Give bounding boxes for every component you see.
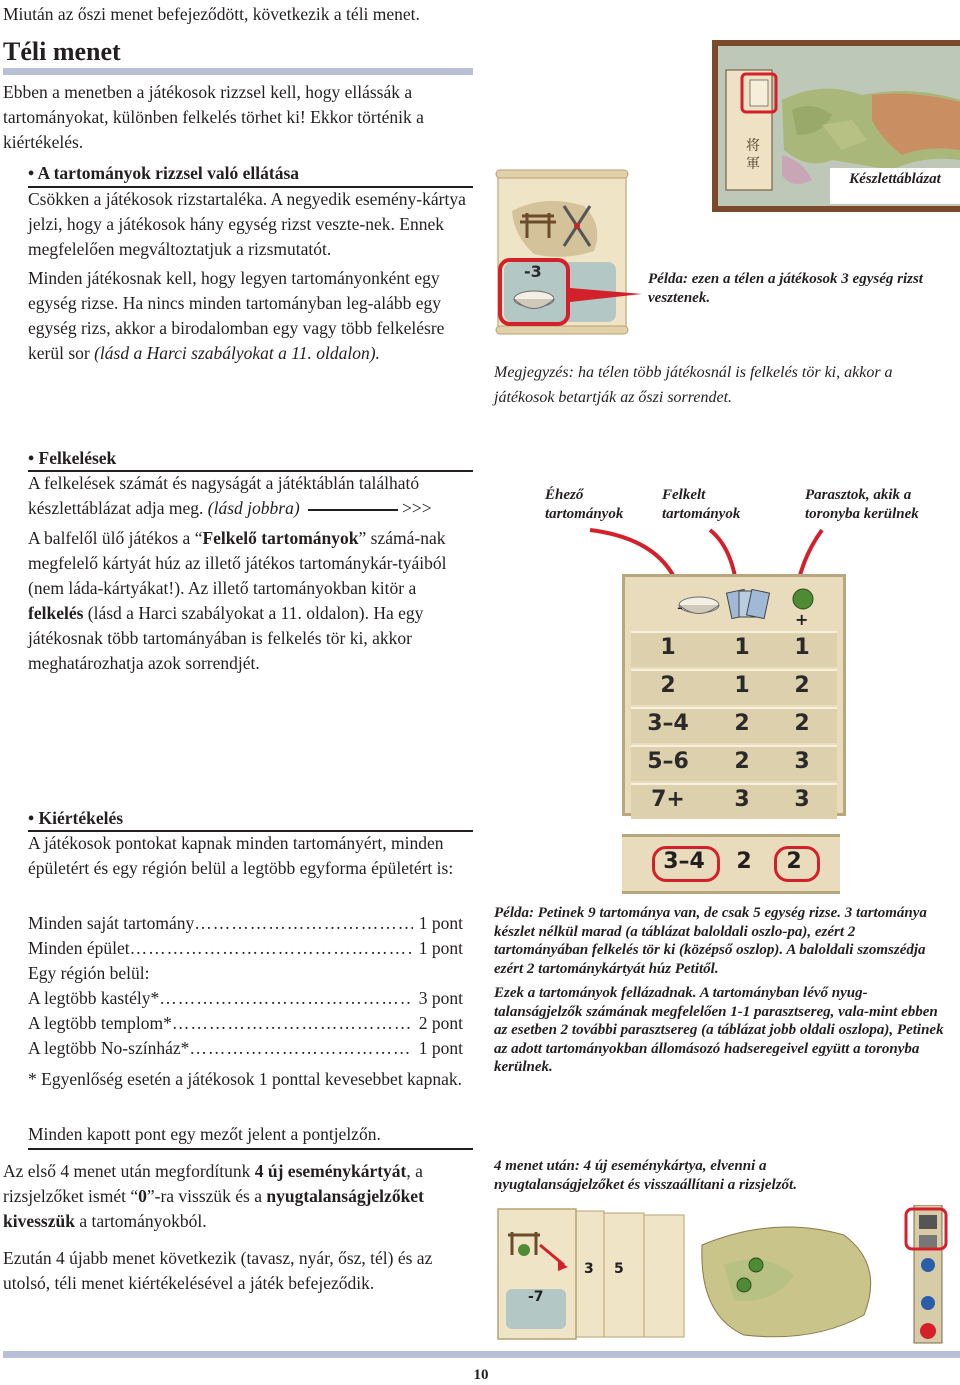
score-row-building (28, 936, 463, 961)
revolt-p2-text-a: A balfelől ülő játékos a “ (28, 528, 203, 548)
scoring-paragraph: A játékosok pontokat kapnak minden tartományért, minden épületért és egy régión belül a legtöbb egyforma épületért is: (28, 833, 454, 878)
scoring-heading-text: Kiértékelés (38, 808, 124, 828)
score-label: A legtöbb templom* (28, 1013, 172, 1033)
score-points: 1 pont (418, 913, 463, 933)
table-cell: 3 (734, 787, 750, 812)
col-revolt-label: Felkelt tartományok (662, 487, 741, 522)
table-row (631, 669, 837, 705)
after-4-rounds-caption: 4 menet után: 4 új eseménykártya, elvenni a nyugtalanságjelzőket és visszaállítani a rizsjelzőt. (494, 1158, 797, 1193)
highlight-cell-2: 2 (736, 849, 752, 874)
table-cell: 2 (794, 711, 810, 736)
table-cell: 1 (734, 635, 750, 660)
leader-dots (189, 1036, 412, 1061)
svg-text:将: 将 (746, 138, 760, 154)
table-cell: 2 (734, 711, 750, 736)
arrow-line (308, 509, 398, 511)
after-bold-a: 4 új eseménykártyát (254, 1161, 407, 1181)
rice-heading: • A tartományok rizzsel való ellátása (28, 163, 300, 183)
table-cell: 3 (794, 787, 810, 812)
after-text-d: a tartományokból. (74, 1211, 207, 1231)
after-bold-c: nyugtalanságjelzőket kivesszük (3, 1186, 424, 1231)
arrow-glyph: >>> (402, 498, 432, 518)
revolt-p2-bold-a: Felkelő tartományok (202, 528, 359, 548)
table-cell: 7+ (651, 787, 685, 812)
final-paragraph: Ezután 4 újabb menet következik (tavasz, nyár, ősz, tél) és az utolsó, téli menet kiértékelésével a játék befejeződik. (3, 1248, 433, 1293)
table-cell: 5–6 (647, 749, 689, 774)
score-row-theater (28, 1036, 463, 1061)
after-text-a: Az első 4 menet után megfordítunk (3, 1161, 255, 1181)
col-hungry-label: Éhező tartományok (545, 487, 624, 522)
table-row (631, 707, 837, 743)
rice-p2-text: Minden játékosnak kell, hogy legyen tartományonként egy egység rizse. Ha nincs minden tartományban leg-alább egy egység rizs, akkor a birodalomban egy vagy több felkelésre kerül sor (28, 268, 445, 363)
table-cell: 2 (660, 673, 676, 698)
table-cell: 2 (794, 673, 810, 698)
table-cell: 1 (794, 635, 810, 660)
revolt-p1-text: A felkelések számát és nagyságát a játéktáblán található készlettáblázat adja meg. (28, 473, 420, 518)
col-peasants-label: Parasztok, akik a toronyba kerülnek (805, 487, 919, 522)
bottom-illustration-svg (494, 1205, 960, 1347)
scoring-note: Minden kapott pont egy mezőt jelent a pontjelzőn. (28, 1124, 381, 1144)
score-points: 1 pont (418, 1038, 463, 1058)
after-rounds-paragraph (3, 1159, 475, 1234)
title-underline (3, 68, 473, 75)
supply-table (622, 574, 846, 816)
score-points: 2 pont (418, 1013, 463, 1033)
score-label: Minden épület (28, 938, 130, 958)
table-cell: 3 (794, 749, 810, 774)
after-bold-b: 0 (138, 1186, 147, 1206)
score-label: Minden saját tartomány (28, 913, 195, 933)
table-cell: 1 (734, 673, 750, 698)
table-icons (625, 577, 843, 627)
example-3: Ezek a tartományok fellázadnak. A tartományban lévő nyug-talanságjelzők számának megfelelően 1-1 parasztsereg, vala-mint ebben az esetben 2 további parasztsereg (a táblázat jobb oldali oszlopa), Petinek az adott tartományokban állomásozó hadseregeivel együtt a toronyba kerülnek. (494, 985, 944, 1075)
section-intro: Ebben a menetben a játékosok rizzsel kell, hogy ellássák a tartományokat, különben felkelés törhet ki! Ekkor történik a kiértékelés. (3, 82, 424, 152)
scoring-end-rule (28, 1148, 473, 1150)
rice-p2-reference: (lásd a Harci szabályokat a 11. oldalon). (94, 343, 380, 363)
table-cell: 1 (660, 635, 676, 660)
leader-dots (159, 986, 413, 1011)
revolt-heading-text: Felkelések (38, 448, 117, 468)
leader-dots (130, 936, 413, 961)
section-title: Téli menet (3, 37, 121, 66)
example-2: Példa: Petinek 9 tartománya van, de csak 5 egység rizse. 3 tartománya készlet nélkül marad (a táblázat baloldali oszlo-pa), ezért 2 tartományában felkelés tör ki (középső oszlop). A baloldali szomszédja ezért 2 tartománykártyát húz Petitől. (494, 905, 927, 977)
event-card-svg (494, 166, 644, 336)
table-row (631, 745, 837, 781)
svg-text:軍: 軍 (746, 156, 760, 172)
page-number: 10 (473, 1367, 489, 1383)
revolt-p2-text-c: (lásd a Harci szabályokat a 11. oldalon). Ha egy játékosnak több tartományában is felkelés tör ki, akkor meghatározhatja azok sorrendjét. (28, 603, 424, 673)
score-label: A legtöbb No-színház* (28, 1038, 190, 1058)
card-rice-value: -3 (524, 262, 542, 281)
revolt-paragraph-2 (28, 526, 473, 676)
scoring-footnote: * Egyenlőség esetén a játékosok 1 ponttal kevesebbet kapnak. (28, 1069, 462, 1089)
example-1: Példa: ezen a télen a játékosok 3 egység rizst vesztenek. (648, 271, 923, 306)
leader-dots (194, 911, 413, 936)
leader-dots (172, 1011, 413, 1036)
score-row-castle (28, 986, 463, 1011)
revolt-heading: • Felkelések (28, 448, 117, 468)
table-row (631, 631, 837, 667)
table-cell: 2 (734, 749, 750, 774)
score-points: 3 pont (418, 988, 463, 1008)
rice-heading-text: A tartományok rizzsel való ellátása (37, 163, 300, 183)
scoring-heading: • Kiértékelés (28, 808, 124, 828)
rice-paragraph-1: Csökken a játékosok rizstartaléka. A negyedik esemény-kártya jelzi, hogy a játékosok hány egység rizst veszte-nek. Ennek megfelelően megváltoztatjuk a rizsmutatót. (28, 189, 466, 259)
score-row-province (28, 911, 463, 936)
scoring-list (28, 911, 463, 1061)
revolt-p2-bold-b: felkelés (28, 603, 84, 623)
svg-text:+: + (795, 610, 809, 627)
intro-text: Miután az őszi menet befejeződött, következik a téli menet. (3, 4, 420, 24)
highlight-cell-1: 3–4 (663, 849, 705, 874)
card-value-b: 5 (614, 1261, 624, 1277)
svg-text:-: - (677, 598, 683, 617)
bottom-illustration (494, 1205, 960, 1347)
after-text-b: , a rizsjelzőket ismét “ (3, 1161, 423, 1206)
rice-paragraph-2 (28, 266, 473, 366)
card-value-c: -7 (528, 1289, 544, 1305)
table-row (631, 783, 837, 819)
revolt-p2-text-b: ” számá-nak megfelelő kártyát húz az illető játékos tartománykár-tyáiból (nem láda-kártyákat!). Az illető tartományokban kitör a (28, 528, 447, 598)
highlight-strip (622, 834, 840, 894)
card-value-a: 3 (584, 1261, 594, 1277)
score-row-temple (28, 1011, 463, 1036)
revolt-p1-reference: (lásd jobbra) (207, 498, 300, 518)
highlight-cell-3: 2 (786, 849, 802, 874)
table-cell: 3–4 (647, 711, 689, 736)
revolt-paragraph-1 (28, 471, 473, 521)
table-rows (625, 631, 843, 821)
score-points: 1 pont (418, 938, 463, 958)
region-label: Egy régión belül: (28, 963, 150, 983)
score-label: A legtöbb kastély* (28, 988, 160, 1008)
after-text-c: ”-ra visszük és a (146, 1186, 267, 1206)
note-text: Megjegyzés: ha télen több játékosnál is felkelés tör ki, akkor a játékosok betartják az őszi sorrendet. (494, 364, 893, 406)
map-label: Készlettáblázat (849, 171, 941, 187)
event-card-illustration (494, 166, 644, 336)
bottom-bar (3, 1351, 960, 1358)
